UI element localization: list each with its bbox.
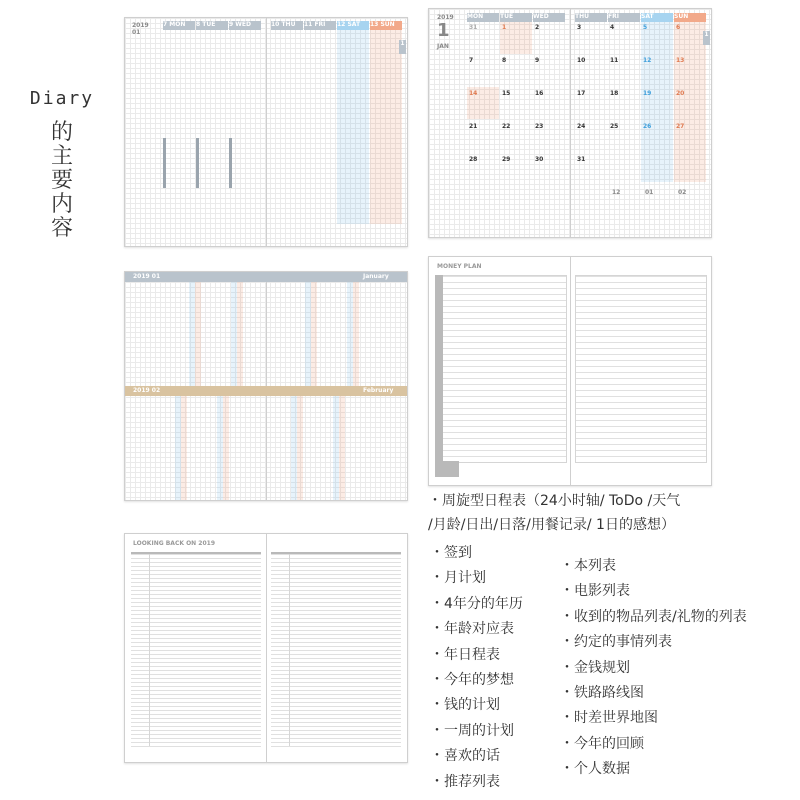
feature-intro-line: ・周旋型日程表（24小时轴/ ToDo /天气 (428, 493, 681, 509)
weekday-header: THU (575, 13, 607, 22)
side-title-english: Diary (29, 88, 95, 109)
spine (570, 257, 571, 485)
date-number: 3 (577, 24, 582, 31)
looking-back-title: LOOKING BACK ON 2019 (133, 540, 215, 547)
date-number: 14 (469, 90, 478, 97)
day-name: THU (281, 21, 296, 28)
date-number: 26 (643, 123, 652, 130)
weekend-stripe (353, 282, 359, 386)
day-name: WED (235, 21, 251, 28)
weekly-spread-image (124, 17, 408, 247)
weekday-header: SUN (674, 13, 706, 22)
month-tab: 1 (703, 31, 710, 45)
looking-back-image (124, 533, 408, 763)
side-title-chinese (22, 121, 102, 241)
date-number: 22 (502, 123, 511, 130)
day-name: SUN (380, 21, 395, 28)
spine (570, 9, 571, 237)
day-name: MON (169, 21, 186, 28)
day-name: SAT (347, 21, 361, 28)
yearly-spread-image (124, 271, 408, 501)
category-column (435, 275, 443, 461)
month-row-header (125, 386, 407, 396)
feature-item: ・本列表 (560, 558, 616, 574)
saturday-column (337, 30, 369, 224)
day-name: FRI (314, 21, 326, 28)
weekly-month: 01 (132, 29, 141, 36)
feature-item: ・签到 (430, 545, 472, 561)
date-number: 9 (535, 57, 540, 64)
feature-list-right (560, 555, 792, 787)
feature-item: ・月计划 (430, 570, 486, 586)
month-row-label: 2019 02 (133, 387, 161, 394)
mini-calendar-month: 12 (612, 189, 621, 196)
feature-intro (428, 490, 788, 534)
feature-list-left (430, 542, 560, 792)
money-table-right (575, 275, 707, 463)
day-number: 9 (229, 21, 234, 28)
day-number: 8 (196, 21, 201, 28)
day-header (370, 21, 402, 30)
day-header (196, 21, 228, 30)
feature-item: ・今年的回顾 (560, 736, 644, 752)
day-number: 7 (163, 21, 168, 28)
side-title-char: 要 (50, 168, 73, 193)
weekday-header: SAT (641, 13, 673, 22)
day-header (163, 21, 195, 30)
date-number: 20 (676, 90, 685, 97)
month-row-name: January (363, 273, 389, 280)
date-number: 12 (643, 57, 652, 64)
date-number: 24 (577, 123, 586, 130)
date-number: 30 (535, 156, 544, 163)
side-title-char: 内 (50, 192, 73, 217)
weekend-stripe (195, 282, 201, 386)
month-column (131, 554, 150, 746)
day-number: 13 (370, 21, 379, 28)
side-title-char: 容 (50, 216, 73, 241)
feature-item: ・喜欢的话 (430, 748, 500, 764)
date-number: 23 (535, 123, 544, 130)
date-number: 31 (469, 24, 478, 31)
feature-item: ・铁路路线图 (560, 685, 644, 701)
monthly-spread-image (428, 8, 712, 238)
time-bar (229, 138, 232, 188)
date-number: 18 (610, 90, 619, 97)
date-number: 28 (469, 156, 478, 163)
date-number: 17 (577, 90, 586, 97)
day-header (229, 21, 261, 30)
date-number: 19 (643, 90, 652, 97)
month-row-header (125, 272, 407, 282)
date-number: 7 (469, 57, 474, 64)
spine (266, 534, 267, 762)
weekly-year: 2019 (132, 22, 149, 29)
day-number: 10 (271, 21, 280, 28)
date-number: 6 (676, 24, 681, 31)
date-number: 31 (577, 156, 586, 163)
feature-intro-line: /月龄/日出/日落/用餐记录/ 1日的感想） (428, 517, 675, 533)
sunday-column (674, 22, 706, 182)
money-plan-image (428, 256, 712, 486)
feature-item: ・今年的梦想 (430, 672, 514, 688)
date-number: 11 (610, 57, 619, 64)
feature-item: ・4年分的年历 (430, 596, 523, 612)
date-number: 8 (502, 57, 507, 64)
date-number: 5 (643, 24, 648, 31)
date-number: 21 (469, 123, 478, 130)
date-number: 25 (610, 123, 619, 130)
weekend-stripe (291, 396, 297, 500)
feature-item: ・电影列表 (560, 583, 630, 599)
day-name: TUE (202, 21, 216, 28)
weekend-stripe (237, 282, 243, 386)
date-number: 10 (577, 57, 586, 64)
weekday-header: MON (467, 13, 499, 22)
weekend-stripe (311, 282, 317, 386)
month-row-name: February (363, 387, 394, 394)
time-bar (163, 138, 166, 188)
date-number: 29 (502, 156, 511, 163)
side-title-char: 的 (50, 120, 73, 145)
time-bar (196, 138, 199, 188)
date-number: 15 (502, 90, 511, 97)
day-header (271, 21, 303, 30)
monthly-year: 2019 (437, 14, 454, 21)
day-header (304, 21, 336, 30)
weekend-stripe (333, 396, 339, 500)
date-number: 2 (535, 24, 540, 31)
side-title-char: 主 (50, 144, 73, 169)
month-row-label: 2019 01 (133, 273, 161, 280)
month-tab: 1 (399, 40, 406, 54)
feature-item: ・个人数据 (560, 761, 630, 777)
weekend-stripe (297, 396, 303, 500)
date-number: 13 (676, 57, 685, 64)
spine (266, 18, 267, 246)
feature-item: ・钱的计划 (430, 697, 500, 713)
weekday-header: FRI (608, 13, 640, 22)
month-column (271, 554, 290, 746)
weekend-stripe (347, 282, 353, 386)
weekend-stripe (223, 396, 229, 500)
day-number: 12 (337, 21, 346, 28)
mini-calendar-month: 01 (645, 189, 654, 196)
review-table-left (131, 552, 261, 748)
day-header (337, 21, 369, 30)
feature-item: ・金钱规划 (560, 660, 630, 676)
money-table-left (435, 275, 567, 463)
money-plan-title: MONEY PLAN (437, 263, 482, 270)
feature-item: ・推荐列表 (430, 774, 500, 790)
feature-item: ・时差世界地图 (560, 710, 658, 726)
weekend-stripe (217, 396, 223, 500)
monthly-month-number: 1 (437, 20, 450, 41)
mini-calendar-month: 02 (678, 189, 687, 196)
date-number: 4 (610, 24, 615, 31)
date-number: 27 (676, 123, 685, 130)
weekend-stripe (305, 282, 311, 386)
feature-item: ・年日程表 (430, 647, 500, 663)
weekend-stripe (339, 396, 345, 500)
weekday-header: WED (533, 13, 565, 22)
feature-item: ・年龄对应表 (430, 621, 514, 637)
side-title (22, 88, 102, 241)
date-number: 16 (535, 90, 544, 97)
weekend-stripe (175, 396, 181, 500)
weekend-stripe (231, 282, 237, 386)
sunday-column (370, 30, 402, 224)
day-number: 11 (304, 21, 313, 28)
feature-item: ・约定的事情列表 (560, 634, 672, 650)
weekend-stripe (181, 396, 187, 500)
feature-item: ・一周的计划 (430, 723, 514, 739)
date-number: 1 (502, 24, 507, 31)
weekend-stripe (189, 282, 195, 386)
review-table-right (271, 552, 401, 748)
monthly-month-label: JAN (437, 43, 449, 50)
total-box (435, 461, 459, 477)
weekday-header: TUE (500, 13, 532, 22)
saturday-column (641, 22, 673, 182)
feature-item: ・收到的物品列表/礼物的列表 (560, 609, 747, 625)
